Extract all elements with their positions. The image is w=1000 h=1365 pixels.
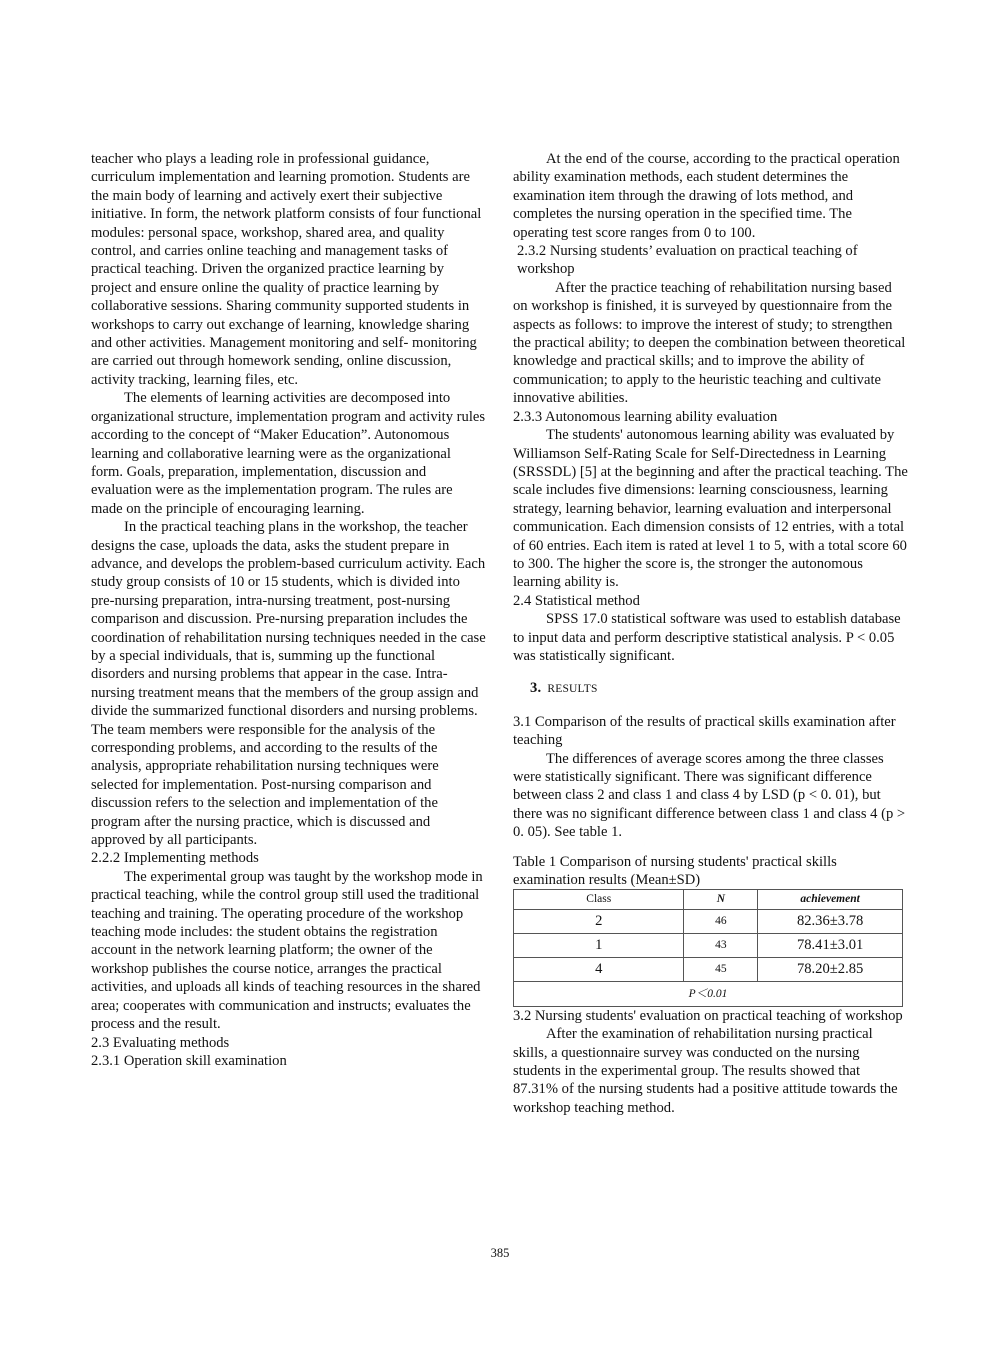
table-cell: 78.20±2.85 bbox=[758, 957, 903, 981]
section-heading: 2.3 Evaluating methods bbox=[91, 1034, 230, 1051]
section-heading: 2.4 Statistical method bbox=[513, 592, 640, 609]
body-paragraph: The elements of learning activities are decomposed into organizational structure, implementation program and activity rules according to the concept of “Maker Education”. Autonomous learning and collaborative learning were as the organizational form. Goals, preparation, implementation, discussion and evaluation were as the implementation program. The rules are made on the principle of encouraging learning. bbox=[91, 390, 486, 517]
body-paragraph: In the practical teaching plans in the workshop, the teacher designs the case, uploads the data, asks the student prepare in advance, and develops the problem-based curriculum activity. Each study group consists of 10 or 15 students, which is divided into pre-nursing preparation, intra-nursing treatment, post-nursing comparison and discussion. Pre-nursing preparation includes the coordination of rehabilitation nursing techniques needed in the case by a special individuals, that is, summing up the functional disorders and nursing problems that appear in the case. Intra-nursing treatment means that the members of the group assign and divide the summarized functional disorders and nursing problems. The team members were responsible for the analysis of the corresponding problems, and according to the results of the analysis, appropriate rehabilitation nursing techniques were selected for implementation. Post-nursing comparison and discussion refers to the selection and implementation of the program after the nursing practice, which is discussed and approved by all participants. bbox=[91, 519, 486, 849]
table-header-row bbox=[514, 890, 903, 909]
section-heading: 2.3.3 Autonomous learning ability evaluation bbox=[513, 408, 778, 425]
body-paragraph: The differences of average scores among the three classes were statistically significant. There was significant difference between class 2 and class 1 and class 4 by LSD (p < 0. 01), but there was no significant difference between class 1 and class 4 (p > 0. 05). See table 1. bbox=[513, 750, 906, 841]
table-header-cell: Class bbox=[514, 890, 684, 909]
body-paragraph: SPSS 17.0 statistical software was used to establish database to input data and perform descriptive statistical analysis. P < 0.05 was statistically significant. bbox=[513, 611, 901, 664]
table-footer-row bbox=[514, 981, 903, 1006]
page-number: 385 bbox=[490, 1246, 510, 1260]
left-column bbox=[91, 150, 486, 1070]
table-cell: 82.36±3.78 bbox=[758, 909, 903, 933]
section-heading: 2.3.2 Nursing students’ evaluation on practical teaching of workshop bbox=[517, 243, 858, 278]
table-caption: Table 1 Comparison of nursing students' practical skills examination results (Mean±SD) bbox=[513, 853, 837, 889]
table-cell: 43 bbox=[684, 933, 758, 957]
table-row bbox=[514, 909, 903, 933]
body-paragraph: After the examination of rehabilitation nursing practical skills, a questionnaire survey was conducted on the nursing students in the experimental group. The results showed that 87.31% of the nursing students had a positive attitude towards the workshop teaching method. bbox=[513, 1026, 898, 1116]
right-column bbox=[513, 150, 908, 1117]
body-paragraph: The students' autonomous learning ability was evaluated by Williamson Self-Rating Scale for Self-Directedness in Learning (SRSSDL) [5] at the beginning and after the practical teaching. The scale includes five dimensions: learning consciousness, learning strategy, learning behavior, learning evaluation and interpersonal communication. Each dimension consists of 12 entries, with a total of 60 entries. Each item is rated at level 1 to 5, with a total score 60 to 300. The higher the score is, the stronger the autonomous learning ability is. bbox=[513, 427, 908, 591]
table-footer-cell bbox=[514, 981, 903, 1006]
table-header-cell: achievement bbox=[758, 890, 903, 909]
table-header-cell: N bbox=[684, 890, 758, 909]
section-heading: 3.1 Comparison of the results of practical skills examination after teaching bbox=[513, 713, 896, 749]
table-cell: 1 bbox=[514, 933, 684, 957]
table-cell: 2 bbox=[514, 909, 684, 933]
table-cell: 46 bbox=[684, 909, 758, 933]
body-paragraph: At the end of the course, according to the practical operation ability examination methods, each student determines the examination item through the drawing of lots method, and completes the nursing operation in the specified time. The operating test score ranges from 0 to 100. bbox=[513, 151, 900, 241]
results-heading bbox=[530, 679, 908, 698]
table-row bbox=[514, 933, 903, 957]
section-heading: 2.2.2 Implementing methods bbox=[91, 850, 259, 867]
table-cell: 45 bbox=[684, 957, 758, 981]
p-value-note: P＜0.01 bbox=[688, 987, 728, 1000]
body-paragraph: The experimental group was taught by the workshop mode in practical teaching, while the control group still used the traditional teaching and training. The operating procedure of the workshop teaching mode includes: the student obtains the registration account in the network learning platform; the owner of the workshop publishes the course notice, arranges the practical activities, and uploads all kinds of teaching resources in the shared area; cooperates with communication and instructs; evaluates the process and the result. bbox=[91, 868, 483, 1033]
results-number: 3. bbox=[530, 680, 542, 697]
section-heading: 3.2 Nursing students' evaluation on practical teaching of workshop bbox=[513, 1007, 903, 1024]
results-label: RESULTS bbox=[547, 683, 598, 696]
body-paragraph: teacher who plays a leading role in professional guidance, curriculum implementation and learning promotion. Students are the main body of learning and actively exert their subjective initiative. In form, the network platform consists of four functional modules: personal space, workshop, shared area, and quality control, and carries online teaching and management tasks of practical teaching. Driven the organized practice learning by project and ensure online the quality of practice learning by collaborative sessions. Sharing community supported students in workshops to carry out exchange of learning, knowledge sharing and other activities. Management monitoring and self- monitoring are carried out through homework sending, online discussion, activity tracking, learning files, etc. bbox=[91, 151, 482, 388]
results-table bbox=[513, 889, 903, 1006]
table-cell: 78.41±3.01 bbox=[758, 933, 903, 957]
table-row bbox=[514, 957, 903, 981]
table-cell: 4 bbox=[514, 957, 684, 981]
body-paragraph: After the practice teaching of rehabilitation nursing based on workshop is finished, it is surveyed by questionnaire from the aspects as follows: to improve the interest of study; to strengthen the practical ability; to deepen the combination between theoretical knowledge and practical skills; and to improve the ability of communication; to apply to the heuristic teaching and cultivate innovative abilities. bbox=[513, 279, 906, 407]
section-heading: 2.3.1 Operation skill examination bbox=[91, 1052, 287, 1069]
